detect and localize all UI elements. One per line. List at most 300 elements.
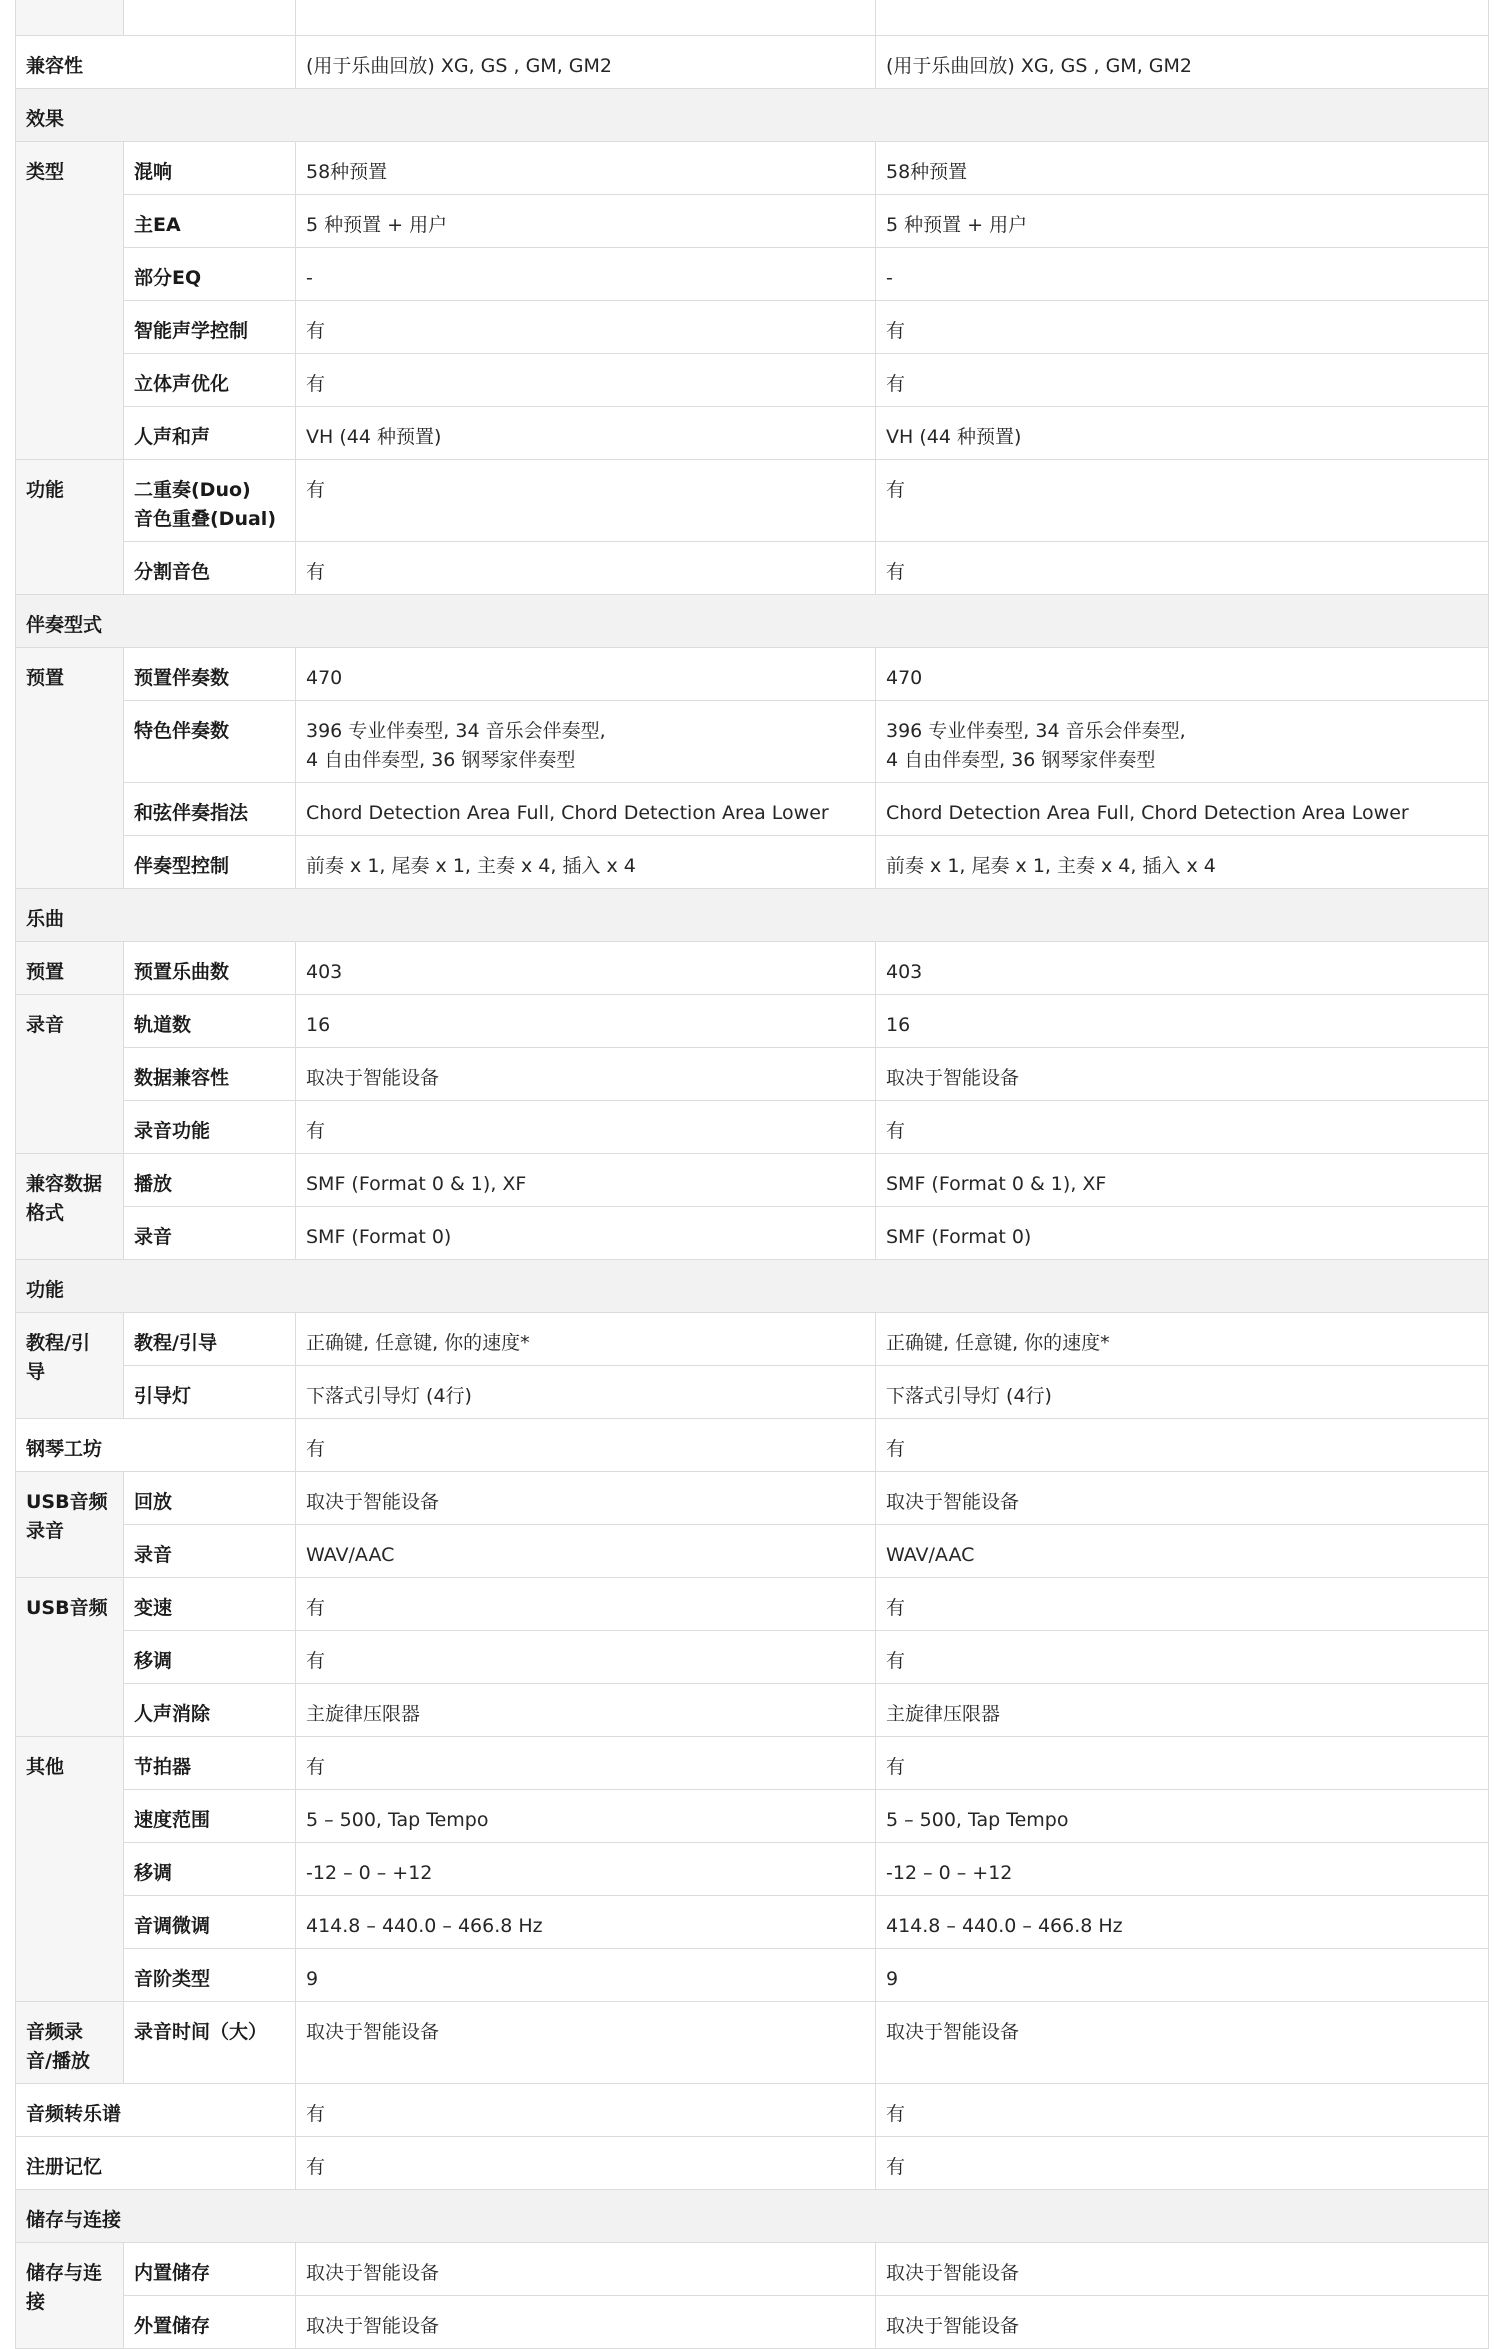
row-label-text: 回放 (134, 1491, 173, 1513)
value-model-2 (876, 1472, 1489, 1525)
row-label-text: 轨道数 (134, 1014, 192, 1036)
value-model-1-text: 前奏 x 1, 尾奏 x 1, 主奏 x 4, 插入 x 4 (306, 855, 636, 877)
table-row (16, 1154, 1489, 1207)
table-row (16, 542, 1489, 595)
row-label (124, 836, 296, 889)
section-title-text: 乐曲 (26, 908, 65, 930)
row-label (124, 995, 296, 1048)
row-label-text: 特色伴奏数 (134, 720, 230, 742)
value-model-1-text: 取决于智能设备 (306, 2315, 440, 2337)
value-model-2-text: 有 (886, 1756, 906, 1778)
row-label (124, 1843, 296, 1896)
value-model-2-text: 16 (886, 1014, 911, 1036)
value-model-2-text: 取决于智能设备 (886, 1491, 1020, 1513)
table-row (16, 995, 1489, 1048)
row-label-text: 伴奏型控制 (134, 855, 230, 877)
value-model-2-text: 有 (886, 373, 906, 395)
value-model-1-text: Chord Detection Area Full, Chord Detection Area Lower (306, 802, 829, 824)
value-model-1 (296, 36, 876, 89)
group-label-text: 兼容数据 格式 (26, 1173, 103, 1224)
top-row-left-cell (296, 0, 876, 36)
row-label (124, 2002, 296, 2084)
value-model-2-text: WAV/AAC (886, 1544, 975, 1566)
row-label-text: 预置伴奏数 (134, 667, 230, 689)
value-model-2 (876, 1790, 1489, 1843)
row-label (124, 1684, 296, 1737)
group-label (16, 2243, 124, 2349)
value-model-1-text: (用于乐曲回放) XG, GS , GM, GM2 (306, 55, 612, 77)
row-label (124, 1313, 296, 1366)
row-label-text: 注册记忆 (26, 2156, 103, 2178)
section-header-row (16, 889, 1489, 942)
group-label-text: 其他 (26, 1756, 65, 1778)
value-model-1 (296, 995, 876, 1048)
value-model-2 (876, 36, 1489, 89)
value-model-1 (296, 1631, 876, 1684)
top-row-label-cell (124, 0, 296, 36)
value-model-2 (876, 942, 1489, 995)
row-label (124, 2243, 296, 2296)
group-label (16, 942, 124, 995)
row-label (124, 142, 296, 195)
value-model-1-text: 有 (306, 320, 326, 342)
group-label-text: USB音频 (26, 1597, 108, 1619)
value-model-1 (296, 1896, 876, 1949)
value-model-2-text: 9 (886, 1968, 899, 1990)
group-label (16, 995, 124, 1154)
row-label (124, 1790, 296, 1843)
table-row (16, 1843, 1489, 1896)
table-row (16, 195, 1489, 248)
row-label (124, 542, 296, 595)
row-label-text: 引导灯 (134, 1385, 192, 1407)
row-label-text: 和弦伴奏指法 (134, 802, 249, 824)
value-model-1 (296, 2243, 876, 2296)
value-model-1 (296, 1472, 876, 1525)
section-title-text: 伴奏型式 (26, 614, 103, 636)
value-model-2 (876, 836, 1489, 889)
value-model-2-text: 396 专业伴奏型, 34 音乐会伴奏型, 4 自由伴奏型, 36 钢琴家伴奏型 (886, 720, 1186, 771)
row-label (124, 1472, 296, 1525)
value-model-2 (876, 407, 1489, 460)
value-model-1-text: 5 – 500, Tap Tempo (306, 1809, 489, 1831)
value-model-1-text: 有 (306, 1650, 326, 1672)
value-model-2-text: 58种预置 (886, 161, 968, 183)
value-model-1-text: 有 (306, 2156, 326, 2178)
value-model-1-text: 有 (306, 1120, 326, 1142)
value-model-2-text: - (886, 267, 893, 289)
table-row (16, 1896, 1489, 1949)
value-model-1-text: 有 (306, 479, 326, 501)
value-model-1-text: -12 – 0 – +12 (306, 1862, 433, 1884)
group-label-text: 音频录 音/播放 (26, 2021, 90, 2072)
table-row (16, 36, 1489, 89)
value-model-1 (296, 2002, 876, 2084)
table-row (16, 1790, 1489, 1843)
value-model-2 (876, 460, 1489, 542)
row-label (16, 1419, 296, 1472)
value-model-2 (876, 1843, 1489, 1896)
table-row (16, 1472, 1489, 1525)
section-header-row (16, 2190, 1489, 2243)
row-label-text: 分割音色 (134, 561, 211, 583)
spec-table-body (16, 0, 1489, 2349)
row-label-text: 立体声优化 (134, 373, 230, 395)
value-model-1 (296, 836, 876, 889)
value-model-1 (296, 1207, 876, 1260)
value-model-1-text: 下落式引导灯 (4行) (306, 1385, 472, 1407)
value-model-1-text: SMF (Format 0) (306, 1226, 452, 1248)
row-label-text: 音调微调 (134, 1915, 211, 1937)
value-model-1-text: 396 专业伴奏型, 34 音乐会伴奏型, 4 自由伴奏型, 36 钢琴家伴奏型 (306, 720, 606, 771)
value-model-2-text: SMF (Format 0 & 1), XF (886, 1173, 1107, 1195)
value-model-1 (296, 2296, 876, 2349)
row-label (124, 301, 296, 354)
table-row (16, 1525, 1489, 1578)
row-label-text: 移调 (134, 1650, 173, 1672)
value-model-2 (876, 1313, 1489, 1366)
table-row (16, 1419, 1489, 1472)
section-header-row (16, 1260, 1489, 1313)
row-label-text: 播放 (134, 1173, 173, 1195)
value-model-1 (296, 354, 876, 407)
value-model-1 (296, 1154, 876, 1207)
table-row (16, 354, 1489, 407)
value-model-1-text: 9 (306, 1968, 319, 1990)
value-model-1 (296, 195, 876, 248)
value-model-2 (876, 1048, 1489, 1101)
value-model-2-text: (用于乐曲回放) XG, GS , GM, GM2 (886, 55, 1192, 77)
value-model-2-text: 有 (886, 1438, 906, 1460)
value-model-2-text: 主旋律压限器 (886, 1703, 1001, 1725)
value-model-1-text: 正确键, 任意键, 你的速度* (306, 1332, 530, 1354)
value-model-1-text: 有 (306, 1438, 326, 1460)
value-model-1-text: 取决于智能设备 (306, 2262, 440, 2284)
value-model-2 (876, 195, 1489, 248)
value-model-1-text: 58种预置 (306, 161, 388, 183)
row-label (16, 36, 296, 89)
row-label-text: 混响 (134, 161, 173, 183)
value-model-1-text: SMF (Format 0 & 1), XF (306, 1173, 527, 1195)
row-label-text: 音频转乐谱 (26, 2103, 122, 2125)
section-title-text: 功能 (26, 1279, 65, 1301)
group-label-text: 功能 (26, 479, 65, 501)
table-row (16, 1737, 1489, 1790)
group-label (16, 1737, 124, 2002)
value-model-2 (876, 1101, 1489, 1154)
row-label (124, 942, 296, 995)
table-row (16, 648, 1489, 701)
row-label-text: 变速 (134, 1597, 173, 1619)
row-label (124, 1631, 296, 1684)
value-model-2-text: 有 (886, 1650, 906, 1672)
value-model-1 (296, 1949, 876, 2002)
value-model-1-text: 有 (306, 1597, 326, 1619)
value-model-2 (876, 1419, 1489, 1472)
row-label-text: 节拍器 (134, 1756, 192, 1778)
value-model-2 (876, 1631, 1489, 1684)
value-model-2 (876, 2296, 1489, 2349)
value-model-1 (296, 1313, 876, 1366)
value-model-2 (876, 2002, 1489, 2084)
row-label-text: 部分EQ (134, 267, 202, 289)
row-label-text: 兼容性 (26, 55, 84, 77)
top-row-right-cell (876, 0, 1489, 36)
value-model-2 (876, 1737, 1489, 1790)
value-model-1 (296, 1843, 876, 1896)
value-model-1 (296, 701, 876, 783)
value-model-2-text: 有 (886, 320, 906, 342)
value-model-1-text: WAV/AAC (306, 1544, 395, 1566)
value-model-1 (296, 1419, 876, 1472)
table-row (16, 1207, 1489, 1260)
table-row (16, 2243, 1489, 2296)
table-row (16, 1631, 1489, 1684)
row-label-text: 内置储存 (134, 2262, 211, 2284)
row-label-text: 二重奏(Duo) 音色重叠(Dual) (134, 479, 276, 530)
value-model-1-text: 有 (306, 2103, 326, 2125)
table-row (16, 1048, 1489, 1101)
row-label-text: 数据兼容性 (134, 1067, 230, 1089)
section-header-row (16, 595, 1489, 648)
value-model-2 (876, 248, 1489, 301)
value-model-1 (296, 1578, 876, 1631)
row-label (124, 648, 296, 701)
value-model-2-text: SMF (Format 0) (886, 1226, 1032, 1248)
value-model-2 (876, 783, 1489, 836)
value-model-2 (876, 1207, 1489, 1260)
row-label (124, 1949, 296, 2002)
group-label (16, 648, 124, 889)
row-label-text: 主EA (134, 214, 181, 236)
value-model-1-text: 5 种预置 + 用户 (306, 214, 448, 236)
value-model-2 (876, 701, 1489, 783)
group-label (16, 142, 124, 460)
top-row-group-cell (16, 0, 124, 36)
row-label (124, 1525, 296, 1578)
value-model-1 (296, 407, 876, 460)
value-model-2-text: 有 (886, 2103, 906, 2125)
row-label-text: 速度范围 (134, 1809, 211, 1831)
group-label-text: 预置 (26, 667, 65, 689)
row-label (124, 460, 296, 542)
value-model-2 (876, 1684, 1489, 1737)
row-label (124, 1048, 296, 1101)
value-model-2-text: 5 – 500, Tap Tempo (886, 1809, 1069, 1831)
value-model-1-text: 取决于智能设备 (306, 2021, 440, 2043)
value-model-2-text: 取决于智能设备 (886, 2021, 1020, 2043)
value-model-2 (876, 995, 1489, 1048)
value-model-1-text: 403 (306, 961, 343, 983)
table-row (16, 2296, 1489, 2349)
row-label-text: 录音功能 (134, 1120, 211, 1142)
value-model-2-text: 取决于智能设备 (886, 2262, 1020, 2284)
value-model-1 (296, 301, 876, 354)
group-label-text: 录音 (26, 1014, 65, 1036)
table-row-top (16, 0, 1489, 36)
table-row (16, 2137, 1489, 2190)
value-model-2 (876, 2243, 1489, 2296)
row-label-text: 录音时间（大） (134, 2021, 268, 2043)
value-model-2-text: 470 (886, 667, 923, 689)
table-row (16, 1366, 1489, 1419)
row-label (124, 248, 296, 301)
value-model-2-text: 取决于智能设备 (886, 1067, 1020, 1089)
value-model-2 (876, 142, 1489, 195)
value-model-2-text: -12 – 0 – +12 (886, 1862, 1013, 1884)
table-row (16, 460, 1489, 542)
spec-table (15, 0, 1489, 2349)
table-row (16, 701, 1489, 783)
group-label-text: 类型 (26, 161, 65, 183)
section-title-text: 储存与连接 (26, 2209, 122, 2231)
row-label (16, 2137, 296, 2190)
value-model-1-text: 414.8 – 440.0 – 466.8 Hz (306, 1915, 543, 1937)
row-label (124, 354, 296, 407)
value-model-2-text: 403 (886, 961, 923, 983)
group-label (16, 1472, 124, 1578)
group-label (16, 1154, 124, 1260)
row-label-text: 钢琴工坊 (26, 1438, 103, 1460)
value-model-1 (296, 542, 876, 595)
value-model-1-text: 有 (306, 561, 326, 583)
value-model-1-text: 取决于智能设备 (306, 1067, 440, 1089)
value-model-2-text: 有 (886, 561, 906, 583)
table-row (16, 1101, 1489, 1154)
value-model-2-text: 有 (886, 479, 906, 501)
value-model-1 (296, 1790, 876, 1843)
section-title (16, 889, 1489, 942)
value-model-1-text: 有 (306, 1756, 326, 1778)
row-label-text: 外置储存 (134, 2315, 211, 2337)
value-model-1-text: 16 (306, 1014, 331, 1036)
value-model-2-text: 正确键, 任意键, 你的速度* (886, 1332, 1110, 1354)
table-row (16, 142, 1489, 195)
row-label-text: 智能声学控制 (134, 320, 249, 342)
value-model-1 (296, 942, 876, 995)
row-label-text: 移调 (134, 1862, 173, 1884)
section-title (16, 595, 1489, 648)
value-model-2 (876, 2137, 1489, 2190)
table-row (16, 1949, 1489, 2002)
value-model-1 (296, 1366, 876, 1419)
group-label (16, 1313, 124, 1419)
row-label (124, 1896, 296, 1949)
group-label (16, 1578, 124, 1737)
value-model-2 (876, 2084, 1489, 2137)
value-model-2 (876, 1525, 1489, 1578)
table-row (16, 1684, 1489, 1737)
value-model-1 (296, 1525, 876, 1578)
value-model-2-text: VH (44 种预置) (886, 426, 1022, 448)
row-label-text: 预置乐曲数 (134, 961, 230, 983)
group-label (16, 2002, 124, 2084)
row-label (124, 2296, 296, 2349)
row-label (124, 1154, 296, 1207)
value-model-1 (296, 1048, 876, 1101)
table-row (16, 1578, 1489, 1631)
table-row (16, 783, 1489, 836)
value-model-1-text: 取决于智能设备 (306, 1491, 440, 1513)
value-model-2 (876, 1366, 1489, 1419)
value-model-2-text: 有 (886, 1120, 906, 1142)
table-row (16, 248, 1489, 301)
value-model-2 (876, 1154, 1489, 1207)
value-model-1 (296, 2137, 876, 2190)
value-model-1 (296, 648, 876, 701)
value-model-2-text: 前奏 x 1, 尾奏 x 1, 主奏 x 4, 插入 x 4 (886, 855, 1216, 877)
value-model-1 (296, 248, 876, 301)
row-label (124, 783, 296, 836)
table-row (16, 836, 1489, 889)
table-row (16, 2002, 1489, 2084)
group-label-text: 预置 (26, 961, 65, 983)
value-model-2-text: 下落式引导灯 (4行) (886, 1385, 1052, 1407)
value-model-1 (296, 460, 876, 542)
group-label (16, 460, 124, 595)
row-label-text: 教程/引导 (134, 1332, 217, 1354)
group-label-text: 储存与连 接 (26, 2262, 103, 2313)
value-model-2 (876, 1578, 1489, 1631)
group-label-text: 教程/引 导 (26, 1332, 90, 1383)
row-label-text: 录音 (134, 1544, 173, 1566)
value-model-2-text: 有 (886, 1597, 906, 1619)
row-label (124, 1366, 296, 1419)
row-label (124, 701, 296, 783)
value-model-2 (876, 648, 1489, 701)
table-row (16, 1313, 1489, 1366)
value-model-2 (876, 1896, 1489, 1949)
value-model-1 (296, 1684, 876, 1737)
value-model-1-text: VH (44 种预置) (306, 426, 442, 448)
value-model-2 (876, 1949, 1489, 2002)
row-label-text: 人声消除 (134, 1703, 211, 1725)
value-model-1 (296, 783, 876, 836)
value-model-2-text: 5 种预置 + 用户 (886, 214, 1028, 236)
row-label (124, 407, 296, 460)
row-label (124, 1737, 296, 1790)
table-row (16, 942, 1489, 995)
value-model-2 (876, 354, 1489, 407)
table-row (16, 407, 1489, 460)
value-model-1 (296, 142, 876, 195)
value-model-1 (296, 1101, 876, 1154)
value-model-2-text: 414.8 – 440.0 – 466.8 Hz (886, 1915, 1123, 1937)
value-model-1-text: 470 (306, 667, 343, 689)
value-model-2 (876, 542, 1489, 595)
value-model-1-text: 主旋律压限器 (306, 1703, 421, 1725)
row-label (124, 1578, 296, 1631)
value-model-1-text: - (306, 267, 313, 289)
value-model-2-text: 有 (886, 2156, 906, 2178)
value-model-1 (296, 2084, 876, 2137)
row-label-text: 音阶类型 (134, 1968, 211, 1990)
table-row (16, 301, 1489, 354)
section-title (16, 2190, 1489, 2243)
row-label-text: 录音 (134, 1226, 173, 1248)
group-label-text: USB音频 录音 (26, 1491, 108, 1542)
section-title (16, 1260, 1489, 1313)
section-header-row (16, 89, 1489, 142)
section-title (16, 89, 1489, 142)
row-label (124, 195, 296, 248)
row-label (124, 1207, 296, 1260)
value-model-2 (876, 301, 1489, 354)
row-label (16, 2084, 296, 2137)
value-model-1-text: 有 (306, 373, 326, 395)
value-model-1 (296, 1737, 876, 1790)
row-label (124, 1101, 296, 1154)
